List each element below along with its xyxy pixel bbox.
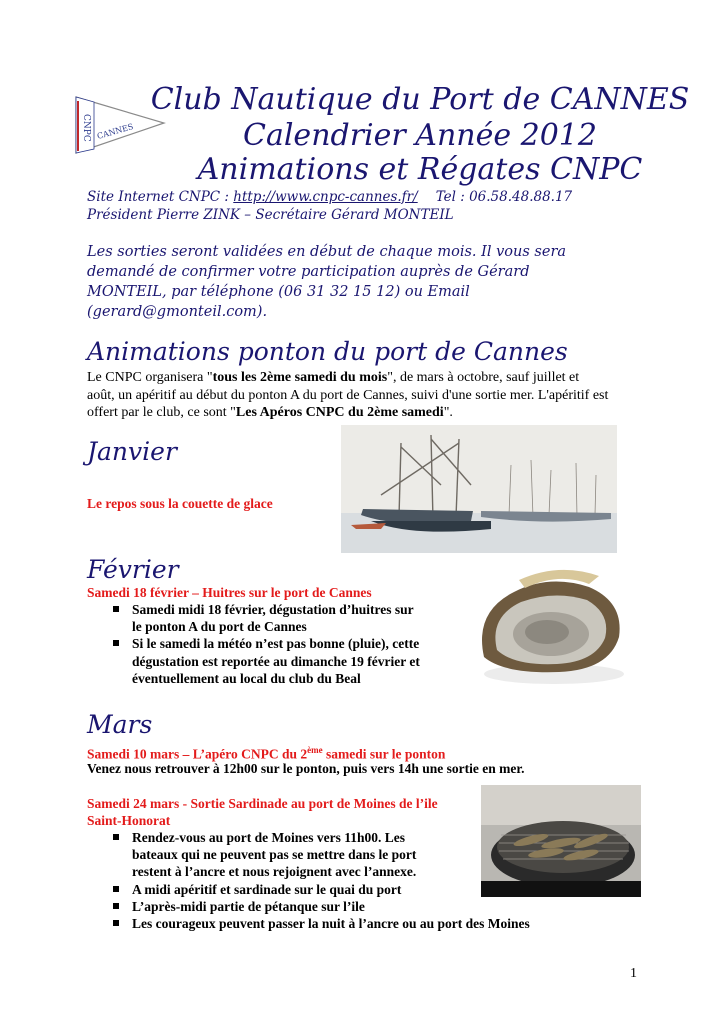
- intro-line: MONTEIL, par téléphone (06 31 32 15 12) ou Email: [87, 284, 470, 300]
- bullet-icon: [113, 903, 119, 909]
- animations-paragraph: Le CNPC organisera "tous les 2ème samedi du mois", de mars à octobre, sauf juillet et août, un apéritif au début du ponton A du port de Cannes, suivi d'une sortie mer. L'apéritif est offert par le club, ce sont "Les Apéros CNPC du 2ème samedi".: [87, 370, 609, 420]
- bullet-icon: [113, 920, 119, 926]
- title-line-2: Calendrier Année 2012: [243, 118, 597, 153]
- bullet-icon: [113, 834, 119, 840]
- intro-paragraph: [87, 242, 647, 322]
- list-item: A midi apéritif et sardinade sur le quai du port: [87, 881, 607, 898]
- sardines-image: [481, 785, 641, 897]
- intro-line: demandé de confirmer votre participation auprès de Gérard: [87, 264, 530, 280]
- list-item: L’après-midi partie de pétanque sur l’ile: [87, 898, 607, 915]
- intro-line: (gerard@gmonteil.com).: [87, 304, 268, 320]
- contact-line: [87, 188, 572, 206]
- mars-heading: Mars: [87, 710, 153, 739]
- svg-text:CANNES: CANNES: [96, 122, 135, 141]
- list-item: Si le samedi la météo n’est pas bonne (pluie), cette dégustation est reportée au dimanche 19 février et éventuellement au local du club du Beal: [87, 635, 467, 687]
- bullet-icon: [113, 640, 119, 646]
- list-item: Rendez-vous au port de Moines vers 11h00. Les bateaux qui ne peuvent pas se mettre dans le port restent à l’ancre et nous rejoignent avec l’annexe.: [87, 829, 607, 881]
- fevrier-bullets: [87, 601, 467, 687]
- list-item: Samedi midi 18 février, dégustation d’huitres sur le ponton A du port de Cannes: [87, 601, 467, 635]
- fevrier-heading: Février: [87, 555, 179, 584]
- animations-heading: Animations ponton du port de Cannes: [87, 337, 568, 366]
- fevrier-event: Samedi 18 février – Huitres sur le port de Cannes: [87, 585, 372, 600]
- site-link[interactable]: http://www.cnpc-cannes.fr/: [233, 189, 418, 205]
- site-label: Site Internet CNPC :: [87, 189, 234, 205]
- bullet-icon: [113, 886, 119, 892]
- mars-event-2-title: Samedi 24 mars - Sortie Sardinade au port de Moines de l’ile Saint-Honorat: [87, 796, 438, 828]
- janvier-event: Le repos sous la couette de glace: [87, 496, 273, 511]
- mars-event-1-desc: Venez nous retrouver à 12h00 sur le ponton, puis vers 14h une sortie en mer.: [87, 761, 525, 776]
- title-line-3: Animations et Régates CNPC: [197, 152, 643, 187]
- title-line-1: Club Nautique du Port de CANNES: [150, 82, 690, 117]
- svg-text:CNPC: CNPC: [81, 114, 91, 142]
- harbor-sketch-image: [341, 425, 617, 553]
- president-line: Président Pierre ZINK – Secrétaire Gérard MONTEIL: [87, 207, 454, 223]
- bullet-icon: [113, 606, 119, 612]
- page-number: 1: [630, 966, 637, 981]
- intro-line: Les sorties seront validées en début de chaque mois. Il vous sera: [87, 244, 567, 260]
- list-item: Les courageux peuvent passer la nuit à l’ancre ou au port des Moines: [87, 915, 607, 932]
- oyster-image: [459, 562, 641, 689]
- janvier-heading: Janvier: [87, 437, 177, 466]
- mars-event-1: Samedi 10 mars – L’apéro CNPC du 2ème samedi sur le ponton: [87, 745, 446, 762]
- phone: Tel : 06.58.48.88.17: [435, 189, 573, 205]
